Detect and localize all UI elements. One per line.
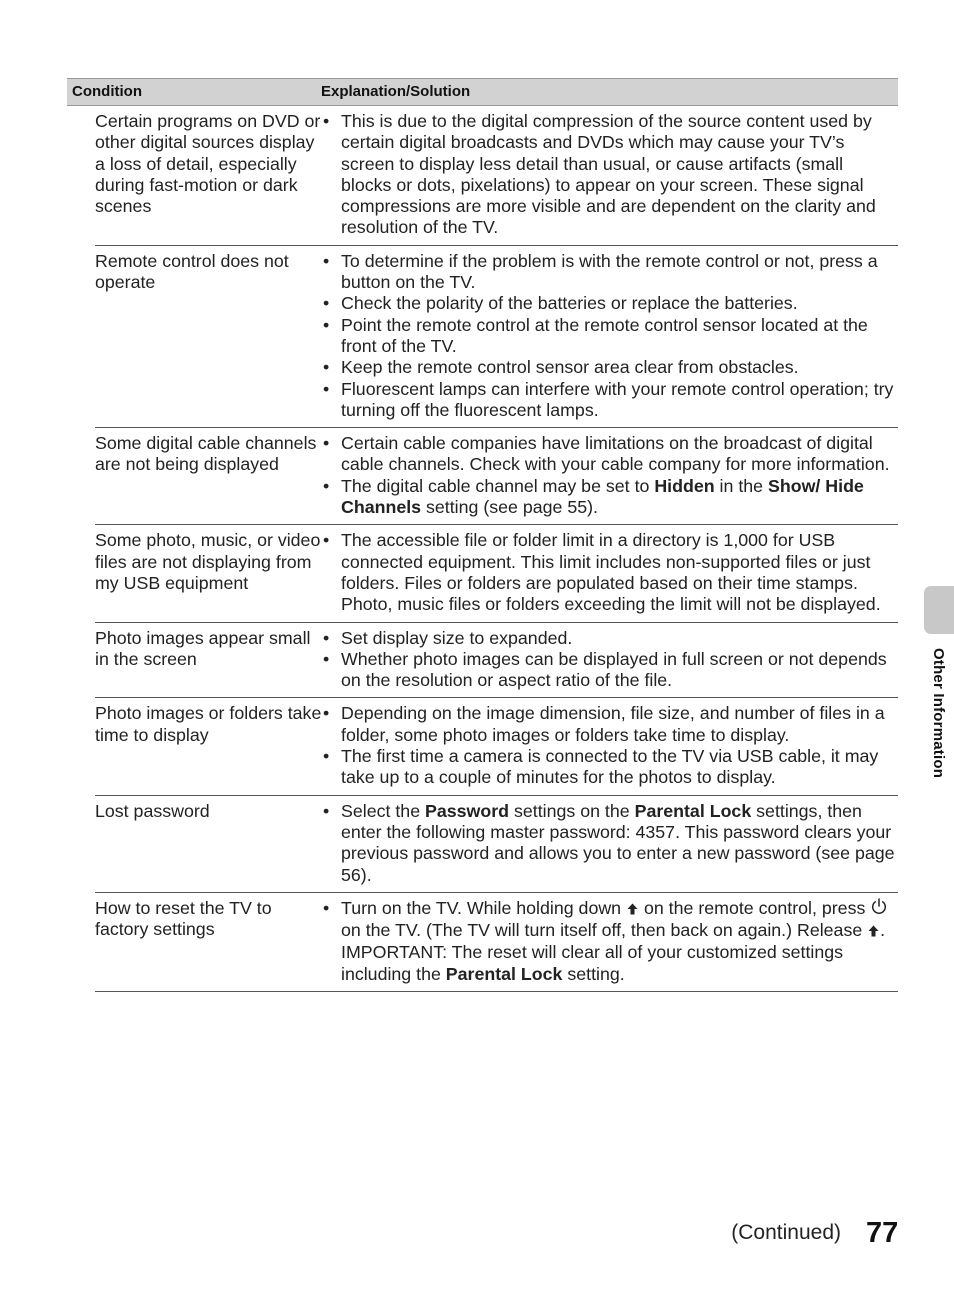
condition-cell: Certain programs on DVD or other digital sources display a loss of detail, especially during fast-motion or dark scenes [95, 111, 321, 217]
text-run: The digital cable channel may be set to [341, 475, 655, 496]
condition-cell: Some digital cable channels are not being displayed [95, 433, 317, 475]
solution-text [341, 898, 898, 943]
table-row [95, 525, 898, 622]
text-run: settings on the [509, 800, 635, 821]
bullet-icon: • [323, 703, 330, 724]
explanation-cell [322, 251, 898, 421]
table-row [95, 893, 898, 992]
condition-cell: Remote control does not operate [95, 250, 289, 293]
solution-text: Certain cable companies have limitations on the broadcast of digital cable channels. Check with your cable company for more information. [341, 433, 890, 475]
text-run: in the [714, 475, 768, 496]
section-tab-label: Other Information [930, 648, 947, 779]
table-row [95, 623, 898, 699]
troubleshooting-table [95, 106, 898, 992]
up-arrow-icon [627, 899, 638, 920]
solution-item [322, 293, 898, 314]
page-number: 77 [866, 1217, 899, 1249]
bullet-icon: • [323, 293, 330, 314]
condition-cell: Some photo, music, or video files are not displaying from my USB equipment [95, 530, 321, 593]
solution-text: The accessible file or folder limit in a directory is 1,000 for USB connected equipment. This limit includes non-supported files or just folders. Files or folders are populated based on their time stamps. Photo, music files or folders exceeding the limit will not be displayed. [341, 530, 881, 615]
explanation-column-header: Explanation/Solution [321, 83, 471, 100]
bold-term: Parental Lock [634, 800, 752, 821]
solution-text [341, 801, 898, 886]
explanation-cell [322, 628, 898, 692]
bullet-icon: • [323, 897, 330, 918]
condition-cell: How to reset the TV to factory settings [95, 897, 272, 940]
bullet-icon: • [323, 627, 330, 648]
solution-item [322, 357, 898, 378]
solution-item [322, 111, 898, 239]
bullet-icon: • [323, 475, 330, 496]
table-row [95, 106, 898, 246]
bullet-icon: • [323, 357, 330, 378]
solution-text: Check the polarity of the batteries or replace the batteries. [341, 293, 798, 314]
solution-item [322, 433, 898, 476]
text-run: setting (see page 55). [421, 497, 598, 518]
table-header [67, 78, 898, 106]
solution-item [322, 703, 898, 746]
explanation-cell [322, 703, 898, 788]
text-run: IMPORTANT: The reset will clear all of your customized settings including the [341, 942, 843, 984]
explanation-cell [322, 801, 898, 886]
solution-text: Point the remote control at the remote control sensor located at the front of the TV. [341, 314, 868, 356]
text-run: on the TV. (The TV will turn itself off, then back on again.) Release [341, 920, 868, 941]
bullet-icon: • [323, 800, 330, 821]
condition-column-header: Condition [72, 83, 142, 100]
bold-term: Hidden [654, 475, 715, 496]
solution-item [322, 942, 898, 985]
solution-text: Fluorescent lamps can interfere with your remote control operation; try turning off the fluorescent lamps. [341, 378, 894, 420]
text-run: setting. [562, 963, 625, 984]
bullet-icon: • [323, 746, 330, 767]
bold-term: Show/ Hide Channels [341, 475, 864, 518]
solution-item [322, 476, 898, 519]
solution-item [322, 530, 898, 615]
solution-text: Keep the remote control sensor area clear from obstacles. [341, 357, 799, 378]
bullet-icon: • [323, 530, 330, 551]
bullet-icon: • [323, 250, 330, 271]
solution-item [322, 315, 898, 358]
bullet-icon: • [323, 378, 330, 399]
solution-text: Set display size to expanded. [341, 627, 573, 648]
power-icon [871, 898, 887, 920]
condition-cell: Photo images or folders take time to display [95, 703, 322, 745]
solution-item [322, 649, 898, 692]
text-run: Turn on the TV. While holding down [341, 897, 627, 918]
condition-cell: Photo images appear small in the screen [95, 627, 311, 669]
explanation-cell [322, 898, 898, 985]
bullet-icon: • [323, 433, 330, 454]
solution-item [322, 746, 898, 789]
text-run: on the remote control, press [639, 897, 871, 918]
bullet-icon: • [323, 111, 330, 131]
bullet-icon: • [323, 648, 330, 669]
explanation-cell [322, 433, 898, 518]
up-arrow-icon [868, 921, 879, 942]
continued-label: (Continued) [731, 1221, 841, 1244]
bold-term: Parental Lock [445, 963, 563, 984]
explanation-cell [322, 111, 898, 239]
condition-cell: Lost password [95, 800, 210, 821]
solution-text [322, 942, 898, 985]
solution-item [322, 801, 898, 886]
solution-text: To determine if the problem is with the remote control or not, press a button on the TV. [341, 250, 878, 293]
table-row [95, 796, 898, 893]
table-row [95, 428, 898, 525]
bold-term: Password [425, 800, 510, 821]
solution-text: Depending on the image dimension, file size, and number of files in a folder, some photo images or folders take time to display. [341, 703, 885, 745]
solution-item [322, 898, 898, 943]
bullet-icon: • [323, 314, 330, 335]
solution-text [341, 476, 898, 519]
solution-item [322, 628, 898, 649]
solution-text: Whether photo images can be displayed in full screen or not depends on the resolution or aspect ratio of the file. [341, 648, 887, 691]
solution-item [322, 251, 898, 294]
solution-text: This is due to the digital compression of the source content used by certain digital broadcasts and DVDs which may cause your TV’s screen to display less detail than usual, or cause artifacts (small blocks or dots, pixelations) to appear on your screen. These signal compressions are more visible and are dependent on the clarity and resolution of the TV. [341, 111, 876, 238]
text-run: Select the [341, 800, 426, 821]
section-tab [924, 586, 954, 634]
solution-item [322, 379, 898, 422]
table-row [95, 246, 898, 428]
text-run: . [880, 920, 886, 941]
explanation-cell [322, 530, 898, 615]
solution-text: The first time a camera is connected to the TV via USB cable, it may take up to a couple of minutes for the photos to display. [341, 746, 879, 788]
text-run: settings, then enter the following master password: 4357. This password clears your previous password and allows you to enter a new password (see page 56). [341, 800, 895, 885]
table-row [95, 698, 898, 795]
